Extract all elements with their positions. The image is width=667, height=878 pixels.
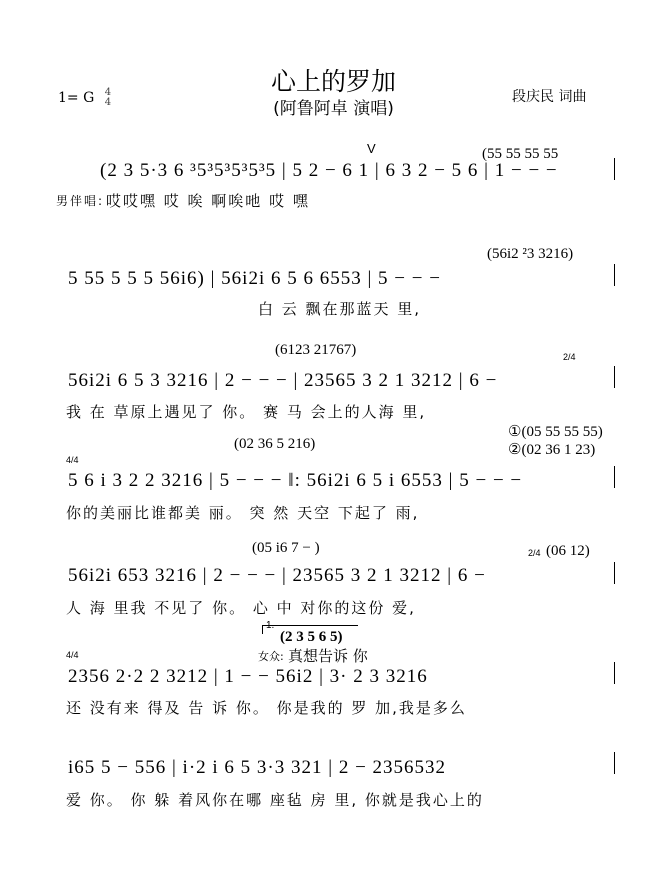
notes-line-6: 2356 2·2 2 3212 | 1 − − 56i2 | 3· 2 3 3216 (68, 666, 428, 687)
notes-line-1: (2 3 5·3 6 ³5³5³5³5³5 | 5 2 − 6 1 | 6 3 2 − 5 6 | 1 − − − (100, 160, 558, 181)
time-change: 4/4 (66, 455, 79, 465)
volta-label: 1. (266, 620, 275, 631)
upper-line-4: (02 36 5 216) (234, 436, 316, 452)
barline (614, 752, 615, 774)
barline (614, 466, 615, 488)
notes-line-5: 56i2i 653 3216 | 2 − − − | 23565 3 2 1 3212 | 6 − (68, 565, 486, 586)
notes-line-7: i65 5 − 556 | i·2 i 6 5 3·3 321 | 2 − 2356532 (68, 757, 447, 778)
lyrics-label: 男伴唱: (56, 194, 105, 208)
lyrics-line-3: 我 在 草原上遇见了 你。 赛 马 会上的人海 里, (66, 403, 427, 421)
upper-line-1: (55 55 55 55 (482, 146, 559, 162)
lyrics-line-1: 哎哎嘿 哎 唉 啊唉吔 哎 嘿 (106, 192, 310, 210)
notes-line-3: 56i2i 6 5 3 3216 | 2 − − − | 23565 3 2 1 3212 | 6 − (68, 370, 498, 391)
lyrics-line-7: 爱 你。 你 躲 着风你在哪 座毡 房 里, 你就是我心上的 (66, 791, 484, 809)
composer-credit: 段庆民 词曲 (512, 89, 587, 105)
barline (614, 562, 615, 584)
ending-1: ①(05 55 55 55) (508, 424, 603, 440)
time-signature: 4 4 (104, 87, 112, 108)
upper-line-6: (2 3 5 6 5) (280, 629, 343, 645)
song-title: 心上的罗加 (270, 67, 396, 96)
performer-subtitle: (阿鲁阿卓 演唱) (273, 99, 394, 119)
barline (614, 662, 615, 684)
upper-line-5b: (06 12) (546, 543, 590, 559)
chorus-label: 女众: (258, 650, 284, 663)
barline (614, 264, 615, 286)
upper-line-2: (56i2 ²3 3216) (487, 246, 574, 262)
lyrics-line-6: 还 没有来 得及 告 诉 你。 你是我的 罗 加,我是多么 (66, 699, 467, 717)
key-label: 1= G (58, 90, 95, 106)
time-change: 2/4 (528, 548, 541, 558)
key-signature (58, 88, 111, 108)
ending-2: ②(02 36 1 23) (508, 442, 596, 458)
lyrics-line-4: 你的美丽比谁都美 丽。 突 然 天空 下起了 雨, (66, 504, 420, 522)
chorus-lyrics: 真想告诉 你 (288, 647, 368, 665)
notes-line-2: 5 55 5 5 5 56i6) | 56i2i 6 5 6 6553 | 5 − − − (68, 268, 441, 289)
lyrics-line-5: 人 海 里我 不见了 你。 心 中 对你的这份 爱, (66, 599, 416, 617)
barline (614, 366, 615, 388)
barline (614, 158, 615, 180)
lyrics-line-2: 白 云 飘在那蓝天 里, (258, 300, 422, 318)
upper-line-3: (6123 21767) (275, 342, 357, 358)
upper-line-5: (05 i6 7 − ) (252, 540, 320, 556)
breath-mark: V (367, 141, 376, 156)
time-change: 2/4 (563, 352, 576, 362)
time-change: 4/4 (66, 650, 79, 660)
notes-line-4: 5 6 i 3 2 2 3216 | 5 − − − ‖: 56i2i 6 5 i 6553 | 5 − − − (68, 470, 523, 491)
